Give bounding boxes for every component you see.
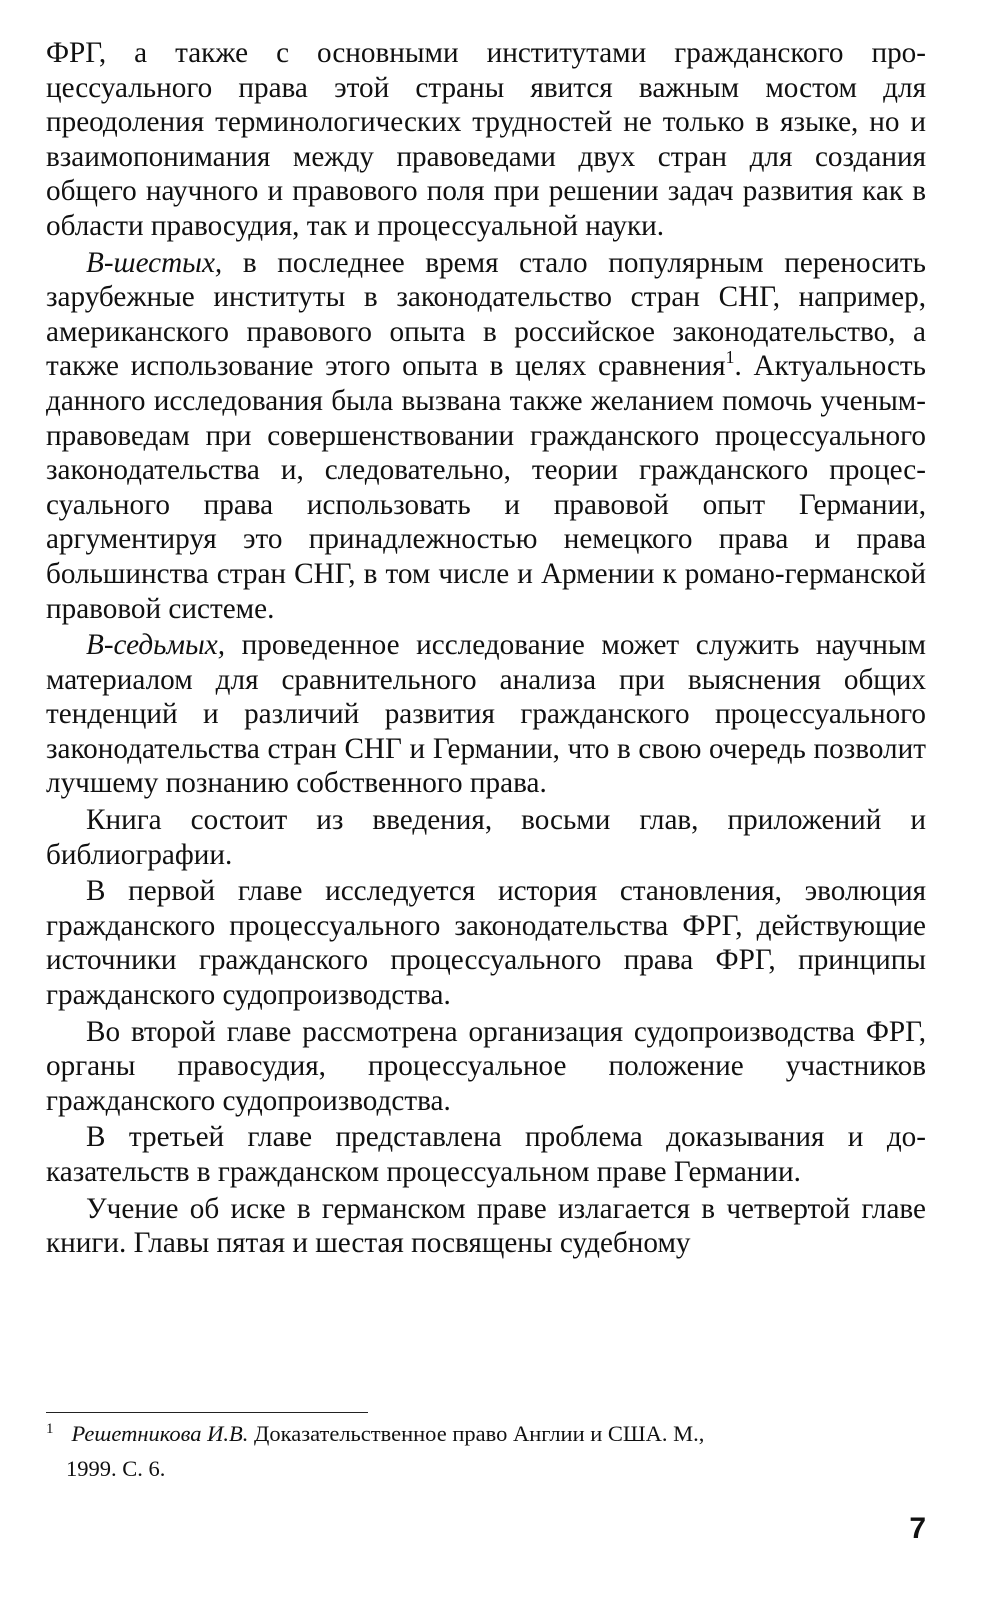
paragraph-8 [46, 1192, 926, 1261]
footnote-mark: 1 [46, 1421, 54, 1437]
footnote-author: Решетникова И.В. [71, 1421, 249, 1446]
paragraph-6 [46, 1015, 926, 1119]
footnote [46, 1418, 926, 1485]
footnote-reference[interactable]: 1 [725, 346, 735, 367]
paragraph-7 [46, 1120, 926, 1189]
paragraph-text: проведенное исследование может служить научным материалом для сравнительного анализа при выяснения общих тенденций и различий развития гражданского процессуального законодательства стран СНГ и Германии, что в свою очередь позволит лучшему познанию собственного права. [46, 629, 926, 800]
paragraph-text-continued: . Актуальность данного исследования была вызвана также желанием помочь ученым-правоведам при совершенствовании гражданского процессуального законодательства и, следовательно, теории гражданского процессуального права использовать и правовой опыт Германии, аргументируя это принадлежностью немецкого права и права большинства стран СНГ, в том числе и Армении к романо-германской правовой системе. [46, 350, 926, 625]
main-text [46, 36, 926, 1261]
paragraph-text: Книга состоит из введения, восьми глав, приложений и библиографии. [46, 804, 926, 871]
footnote-divider [46, 1412, 368, 1413]
footnote-text: Доказательственное право Англии и США. М., [248, 1421, 705, 1446]
paragraph-5 [46, 874, 926, 1012]
footnote-text-continued: 1999. С. 6. [66, 1456, 166, 1481]
paragraph-text: Во второй главе рассмотрена организация судопроизводства ФРГ, органы правосудия, процессуальное положение участников гражданского судопроизводства. [46, 1015, 926, 1117]
paragraph-1 [46, 36, 926, 244]
paragraph-3 [46, 628, 926, 801]
paragraph-text: в последнее время стало популярным переносить зарубежные институты в законодательство стран СНГ, например, американского правового опыта в российское законодательство, а также использование этого опыта в целях сравнения [46, 246, 926, 383]
paragraph-lead: В-седьмых, [86, 629, 226, 662]
paragraph-text: В первой главе исследуется история становления, эволюция гражданского процессуального законодательства ФРГ, действующие источники гражданского процессуального права ФРГ, принципы гражданского судопроизводства. [46, 875, 926, 1012]
paragraph-lead: В-шестых, [86, 246, 223, 279]
paragraph-text: В третьей главе представлена проблема доказывания и доказательств в гражданском процессуальном праве Германии. [46, 1121, 926, 1188]
paragraph-text: ФРГ, а также с основными институтами гражданского процессуального права этой страны явится важным мостом для преодоления терминологических трудностей не только в языке, но и взаимопонимания между правоведами двух стран для создания общего научного и правового поля при решении задач развития как в области правосудия, так и процессуальной науки. [46, 37, 926, 242]
paragraph-text: Учение об иске в германском праве излагается в четвертой главе книги. Главы пятая и шестая посвящены судебному [46, 1192, 926, 1260]
paragraph-4 [46, 803, 926, 872]
page-number: 7 [909, 1512, 926, 1545]
paragraph-2 [46, 246, 926, 627]
